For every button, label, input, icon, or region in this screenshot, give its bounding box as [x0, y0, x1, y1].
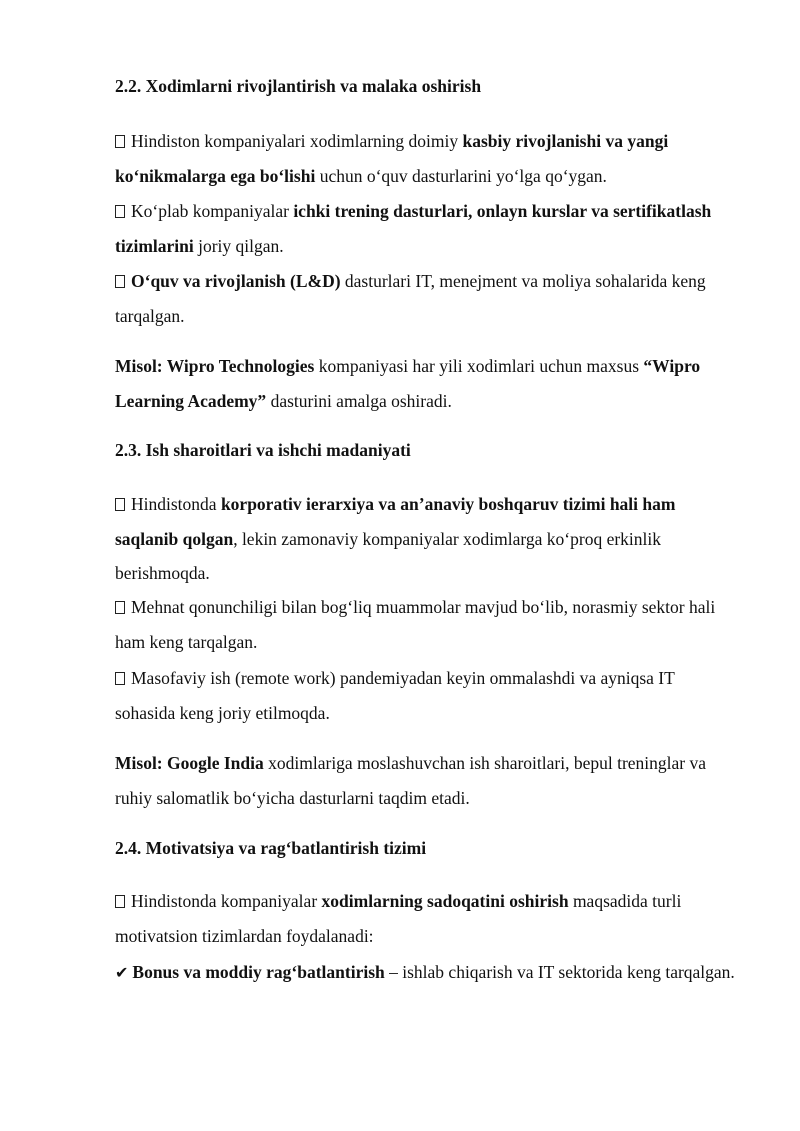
text-run: maqsadida turli motivatsion tizimlardan foydalanadi: — [115, 891, 682, 946]
bullet-paragraph — [115, 487, 735, 591]
bullet-placeholder-icon — [115, 498, 125, 511]
text-run: Ko‘plab kompaniyalar — [131, 201, 294, 221]
bullet-paragraph — [115, 884, 735, 953]
bold-text-run: Misol: Google India — [115, 753, 264, 773]
text-run: kompaniyasi har yili xodimlari uchun maxsus — [314, 356, 644, 376]
text-run: xodimlariga moslashuvchan ish sharoitlari, bepul treninglar va ruhiy salomatlik bo‘yicha dasturlarni taqdim etadi. — [115, 753, 707, 808]
example-paragraph — [115, 349, 735, 418]
bullet-placeholder-icon — [115, 205, 125, 218]
text-run: joriy qilgan. — [193, 235, 284, 256]
bullet-placeholder-icon — [115, 672, 125, 685]
bold-text-run: Bonus va moddiy rag‘batlantirish — [132, 962, 385, 982]
section-heading-2-2: 2.2. Xodimlarni rivojlantirish va malaka oshirish — [115, 76, 482, 96]
bullet-paragraph — [115, 194, 735, 263]
bold-text-run: ichki trening dasturlari, onlayn kurslar va sertifikatlash tizimlarini — [115, 201, 712, 256]
bullet-paragraph — [115, 590, 735, 659]
bold-text-run: “Wipro Learning Academy” — [115, 356, 701, 411]
check-item-paragraph — [115, 955, 735, 991]
bold-text-run: O‘quv va rivojlanish (L&D) — [131, 271, 341, 291]
bullet-paragraph — [115, 661, 735, 730]
text-run: uchun o‘quv dasturlarini yo‘lga qo‘ygan. — [315, 165, 607, 186]
checkmark-icon: ✔ — [115, 963, 129, 982]
text-run: Hindistonda — [131, 494, 221, 514]
text-run: dasturlari IT, menejment va moliya sohalarida keng tarqalgan. — [115, 271, 706, 326]
text-run: , lekin zamonaviy kompaniyalar xodimlarga ko‘proq erkinlik berishmoqda. — [115, 528, 662, 583]
text-run: Hindistonda kompaniyalar — [131, 891, 322, 911]
bold-text-run: korporativ ierarxiya va an’anaviy boshqaruv tizimi hali ham saqlanib qolgan — [115, 494, 676, 549]
section-heading-2-3: 2.3. Ish sharoitlari va ishchi madaniyati — [115, 440, 411, 460]
bullet-placeholder-icon — [115, 601, 125, 614]
text-run: dasturini amalga oshiradi. — [266, 390, 452, 411]
bullet-placeholder-icon — [115, 135, 125, 148]
bullet-paragraph — [115, 124, 735, 193]
bullet-paragraph — [115, 264, 735, 333]
text-run: – ishlab chiqarish va IT sektorida keng tarqalgan. — [384, 962, 735, 982]
bullet-placeholder-icon — [115, 895, 125, 908]
text-run: Masofaviy ish (remote work) pandemiyadan keyin ommalashdi va ayniqsa IT sohasida keng joriy etilmoqda. — [115, 668, 675, 723]
bullet-placeholder-icon — [115, 275, 125, 288]
bold-text-run: xodimlarning sadoqatini oshirish — [321, 891, 569, 911]
text-run: Hindiston kompaniyalari xodimlarning doimiy — [131, 131, 463, 151]
bold-text-run: kasbiy rivojlanishi va yangi ko‘nikmalarga ega bo‘lishi — [115, 131, 669, 186]
section-heading-2-4: 2.4. Motivatsiya va rag‘batlantirish tizimi — [115, 838, 427, 858]
example-paragraph — [115, 746, 735, 815]
text-run: Mehnat qonunchiligi bilan bog‘liq muammolar mavjud bo‘lib, norasmiy sektor hali ham keng tarqalgan. — [115, 597, 716, 652]
bold-text-run: Misol: Wipro Technologies — [115, 356, 315, 376]
